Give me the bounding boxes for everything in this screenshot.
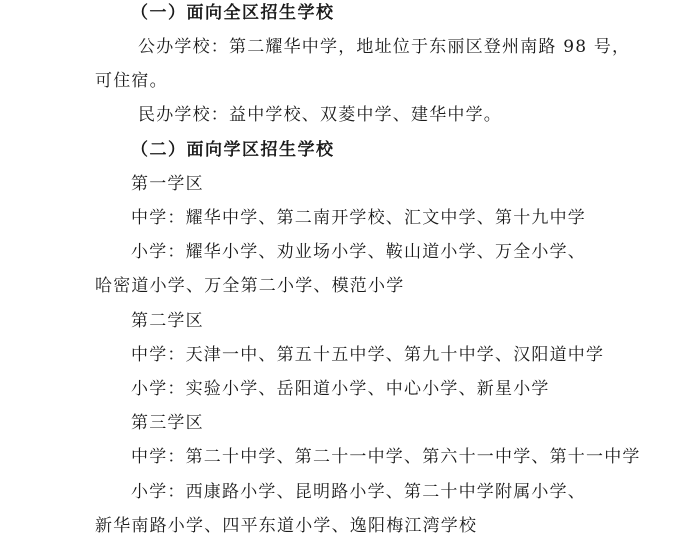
district3-middle-schools: 中学：第二十中学、第二十一中学、第六十一中学、第十一中学 (131, 447, 641, 467)
district1-middle-schools: 中学：耀华中学、第二南开学校、汇文中学、第十九中学 (131, 208, 586, 228)
district3-primary-schools: 小学：西康路小学、昆明路小学、第二十中学附属小学、 (131, 482, 586, 502)
section2-heading: （二）面向学区招生学校 (131, 140, 335, 160)
district1-primary-schools: 小学：耀华小学、劝业场小学、鞍山道小学、万全小学、 (131, 242, 586, 262)
district1-primary-schools-continued: 哈密道小学、万全第二小学、模范小学 (95, 276, 405, 296)
public-school-line-continued: 可住宿。 (95, 71, 168, 91)
district1-title: 第一学区 (131, 174, 204, 194)
private-school-line: 民办学校：益中学校、双菱中学、建华中学。 (138, 105, 502, 125)
district2-title: 第二学区 (131, 311, 204, 331)
public-school-line: 公办学校：第二耀华中学，地址位于东丽区登州南路 98 号， (138, 37, 631, 57)
district3-title: 第三学区 (131, 413, 204, 433)
district2-middle-schools: 中学：天津一中、第五十五中学、第九十中学、汉阳道中学 (131, 345, 605, 365)
section1-heading: （一）面向全区招生学校 (131, 3, 335, 23)
district3-primary-schools-continued: 新华南路小学、四平东道小学、逸阳梅江湾学校 (95, 516, 478, 536)
district2-primary-schools: 小学：实验小学、岳阳道小学、中心小学、新星小学 (131, 379, 550, 399)
